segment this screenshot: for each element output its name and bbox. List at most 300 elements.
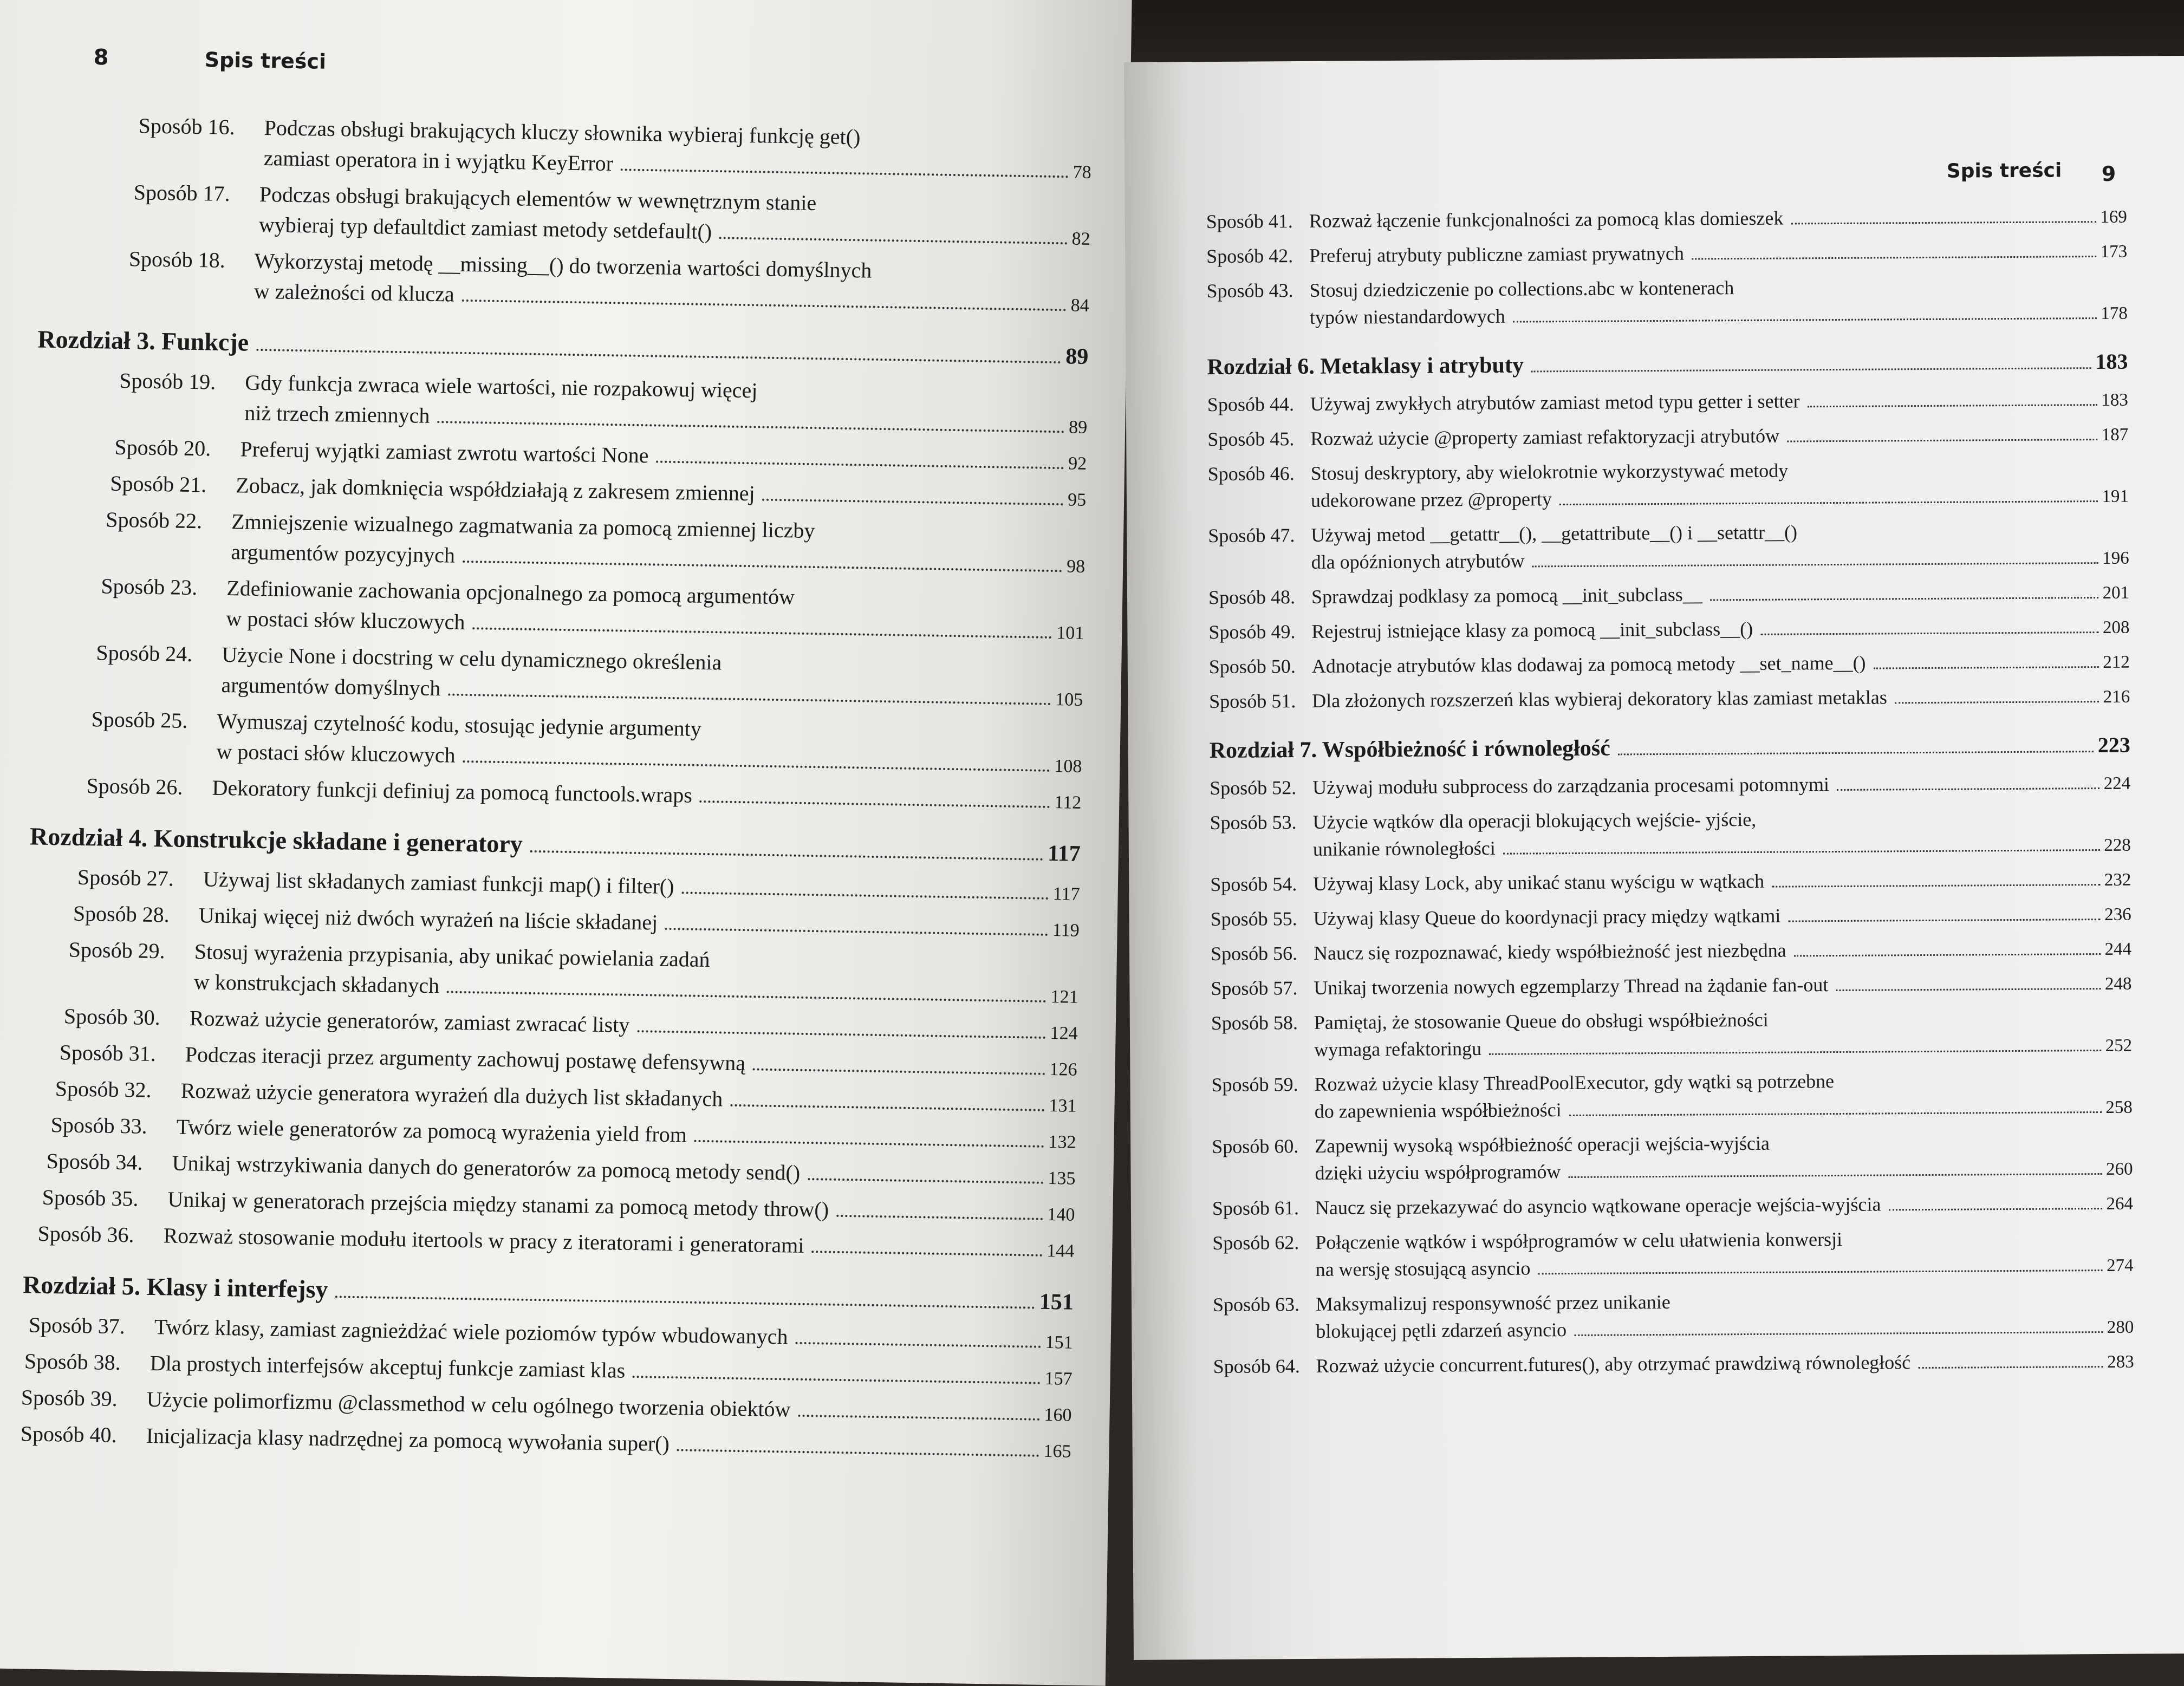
entry-text (244, 368, 1088, 443)
entry-page-number: 95 (1067, 490, 1087, 510)
entry-title-line: Unikaj w generatorach przejścia między stanami za pomocą metody throw() (167, 1187, 829, 1222)
entry-label: Sposób 35. (42, 1184, 139, 1211)
entry-label: Sposób 31. (59, 1040, 157, 1066)
entry-label: Sposób 56. (1210, 942, 1298, 965)
entry-title-line: Używaj klasy Lock, aby unikać stanu wyścigu w wątkach (1313, 870, 1765, 895)
entry-text (1309, 237, 2127, 270)
entry-last-line (1315, 1189, 2133, 1222)
entry-label: Sposób 43. (1206, 279, 1294, 302)
dot-leader (1503, 849, 2100, 855)
toc-entry (1211, 935, 2131, 968)
entry-last-line (1316, 1313, 2134, 1346)
entry-label: Sposób 57. (1211, 977, 1298, 1000)
entry-title-line: Używaj zwykłych atrybutów zamiast metod typu getter i setter (1310, 390, 1800, 415)
entry-text (1315, 1128, 2133, 1188)
entry-label: Sposób 52. (1210, 777, 1297, 799)
entry-title-line: argumentów pozycyjnych (231, 539, 456, 568)
entry-last-line (1309, 203, 2127, 236)
toc-entry (39, 176, 1091, 255)
entry-label: Sposób 17. (133, 180, 230, 206)
entry-page-number: 132 (1048, 1131, 1076, 1153)
entry-title-line: w postaci słów kluczowych (226, 606, 465, 634)
entry-label: Sposób 53. (1210, 811, 1297, 834)
entry-title-line: Podczas obsługi brakujących elementów w wewnętrznym stanie (259, 181, 817, 216)
entry-last-line (1312, 648, 2130, 681)
toc-entry (1211, 1066, 2133, 1127)
dot-leader (753, 1068, 1045, 1075)
entry-text (1315, 1224, 2134, 1284)
dot-leader (1895, 701, 2099, 704)
entry-title-line: Użycie wątków dla operacji blokujących wejście- yjście, (1312, 808, 1757, 833)
entry-text (193, 936, 1079, 1013)
dot-leader (1568, 1173, 2102, 1178)
toc-entry (32, 636, 1084, 715)
entry-title-line: na wersję stosującą asyncio (1315, 1257, 1531, 1280)
entry-title-line: w konstrukcjach składanych (193, 969, 440, 998)
entry-label: Sposób 47. (1208, 524, 1295, 547)
entry-text (1310, 386, 2128, 419)
dot-leader (1794, 953, 2101, 956)
dot-leader (1489, 1050, 2101, 1055)
entry-title-line: Naucz się przekazywać do asyncio wątkowane operacje wejścia-wyjścia (1315, 1193, 1881, 1219)
entry-last-line (1311, 578, 2129, 611)
dot-leader (1787, 439, 2097, 442)
chapter-heading (1207, 346, 2128, 383)
entry-title-line: Podczas obsługi brakujących kluczy słownika wybieraj funkcję get() (264, 115, 861, 149)
entry-page-number: 160 (1044, 1404, 1072, 1425)
entry-text (1316, 1348, 2134, 1381)
entry-page-number: 112 (1054, 792, 1082, 813)
chapter-heading (23, 1268, 1074, 1318)
entry-title-line: udekorowane przez @property (1310, 488, 1552, 511)
entry-label: Sposób 54. (1210, 873, 1297, 896)
entry-text (263, 113, 1092, 188)
entry-page-number: 232 (2104, 870, 2131, 890)
entry-title-line: Maksymalizuj responsywność przez unikanie (1315, 1291, 1670, 1315)
entry-page-number: 274 (2106, 1255, 2134, 1275)
entry-last-line (1315, 1251, 2133, 1284)
entry-page-number: 280 (2107, 1317, 2134, 1337)
entry-last-line (1311, 544, 2129, 577)
dot-leader (437, 421, 1064, 433)
entry-label: Sposób 39. (21, 1385, 118, 1411)
entry-page-number: 212 (2103, 652, 2130, 672)
entry-page-number: 135 (1048, 1168, 1076, 1189)
dot-leader (694, 1140, 1044, 1148)
entry-last-line (1311, 482, 2129, 515)
dot-leader (681, 891, 1049, 900)
entry-title-line: Wymuszaj czytelność kodu, stosując jedynie argumenty (217, 708, 702, 741)
entry-title-line: Podczas iteracji przez argumenty zachowuj postawę defensywną (185, 1041, 746, 1076)
dot-leader (798, 1415, 1039, 1421)
entry-page-number: 78 (1072, 162, 1091, 183)
entry-page-number: 283 (2107, 1352, 2134, 1372)
chapter-title: Rozdział 3. Funkcje (37, 325, 249, 356)
entry-label: Sposób 24. (96, 640, 193, 667)
entry-label: Sposób 28. (73, 901, 170, 927)
toc-entry (36, 364, 1088, 442)
entry-label: Sposób 58. (1211, 1012, 1298, 1034)
entry-text (1311, 578, 2129, 611)
entry-label: Sposób 30. (63, 1004, 161, 1030)
entry-label: Sposób 16. (138, 113, 235, 140)
dot-leader (448, 693, 1051, 705)
dot-leader (1772, 884, 2100, 888)
dot-leader (836, 1215, 1043, 1220)
toc-entry (1206, 237, 2127, 271)
entry-page-number: 169 (2100, 207, 2127, 227)
entry-label: Sposób 26. (86, 773, 183, 799)
entry-title-line: Zdefiniowanie zachowania opcjonalnego za pomocą argumentów (226, 576, 795, 609)
entry-title-line: Dla prostych interfejsów akceptuj funkcje zamiast klas (150, 1350, 626, 1383)
entry-title-line: Używaj klasy Queue do koordynacji pracy między wątkami (1313, 904, 1781, 929)
entry-label: Sposób 48. (1208, 586, 1296, 609)
dot-leader (530, 850, 1043, 861)
toc-entry (1211, 969, 2131, 1003)
entry-text (1311, 517, 2129, 577)
chapter-page-number: 89 (1065, 344, 1089, 369)
entry-label: Sposób 25. (91, 707, 188, 733)
entry-label: Sposób 50. (1208, 655, 1296, 678)
entry-page-number: 264 (2106, 1194, 2134, 1214)
entry-title-line: Stosuj wyrażenia przypisania, aby unikać powielania zadań (194, 939, 710, 972)
entry-title-line: Używaj modułu subprocess do zarządzania procesami potomnymi (1312, 773, 1830, 798)
entry-page-number: 208 (2102, 617, 2130, 637)
entry-title-line: Używaj metod __getattr__(), __getattribute__() i __setattr__() (1311, 521, 1798, 546)
entry-title-line: w zależności od klucza (253, 278, 455, 307)
dot-leader (1618, 751, 2094, 755)
dot-leader (1760, 632, 2098, 635)
entry-title-line: Rozważ łączenie funkcjonalności za pomocą klas domieszek (1309, 207, 1784, 232)
entry-title-line: Rozważ użycie generatora wyrażeń dla dużych list składanych (180, 1078, 723, 1111)
entry-title-line: Stosuj dziedziczenie po collections.abc w kontenerach (1309, 277, 1734, 301)
entry-page-number: 183 (2101, 390, 2128, 410)
toc-entry (1207, 420, 2128, 454)
dot-leader (1808, 404, 2097, 407)
entry-text (1314, 935, 2131, 968)
entry-page-number: 178 (2101, 303, 2128, 323)
entry-text (1314, 1004, 2133, 1064)
entry-last-line (1315, 1093, 2133, 1126)
entry-text (1311, 613, 2129, 646)
dot-leader (463, 561, 1062, 572)
entry-title-line: Preferuj atrybuty publiczne zamiast prywatnych (1309, 242, 1685, 266)
entry-text (1310, 455, 2129, 515)
dot-leader (808, 1178, 1043, 1184)
dot-leader (1513, 317, 2097, 323)
entry-last-line (1316, 1348, 2134, 1381)
entry-label: Sposób 34. (46, 1148, 143, 1175)
dot-leader (1569, 1111, 2102, 1116)
dot-leader (1791, 221, 2096, 224)
entry-title-line: Stosuj deskryptory, aby wielokrotnie wykorzystywać metody (1310, 459, 1789, 484)
chapter-title: Rozdział 7. Współbieżność i równoległość (1209, 735, 1610, 764)
entry-text (1314, 900, 2131, 933)
entry-title-line: zamiast operatora in i wyjątku KeyError (263, 146, 614, 176)
entry-page-number: 216 (2103, 687, 2130, 707)
toc-entry (1211, 1004, 2133, 1065)
entry-page-number: 187 (2101, 425, 2129, 445)
entry-text (1312, 769, 2130, 802)
entry-last-line (1314, 1031, 2132, 1064)
entry-page-number: 260 (2105, 1159, 2133, 1179)
entry-title-line: Adnotacje atrybutów klas dodawaj za pomocą metody __set_name__() (1311, 652, 1866, 677)
toc-entry (1210, 769, 2130, 803)
chapter-heading (1210, 729, 2130, 767)
entry-title-line: Rozważ użycie concurrent.futures(), aby otrzymać prawdziwą równoległość (1316, 1351, 1911, 1377)
entry-text (1315, 1189, 2133, 1222)
dot-leader (1574, 1331, 2103, 1336)
dot-leader (621, 168, 1069, 178)
entry-text (1312, 682, 2130, 715)
entry-title-line: Twórz wiele generatorów za pomocą wyrażenia yield from (176, 1114, 687, 1147)
entry-text (1310, 420, 2128, 453)
toc-entry (1213, 1286, 2134, 1346)
toc-entry (1206, 203, 2127, 236)
entry-title-line: Rejestruj istniejące klasy za pomocą __init_subclass__() (1311, 617, 1753, 642)
dot-leader (762, 499, 1063, 506)
chapter-title: Rozdział 4. Konstrukcje składane i generatory (29, 822, 523, 858)
entry-label: Sposób 18. (128, 246, 226, 272)
entry-label: Sposób 27. (77, 864, 174, 891)
chapter-page-number: 223 (2097, 732, 2130, 758)
dot-leader (335, 1296, 1035, 1309)
dot-leader (700, 800, 1050, 808)
entry-page-number: 124 (1050, 1023, 1078, 1044)
toc-entry (1209, 648, 2130, 681)
entry-label: Sposób 40. (20, 1421, 117, 1448)
entry-title-line: Dla złożonych rozszerzeń klas wybieraj dekoratory klas zamiast metaklas (1312, 686, 1887, 712)
entry-label: Sposób 46. (1207, 463, 1295, 485)
toc-entry (1213, 1348, 2134, 1381)
entry-text (1312, 804, 2131, 864)
left-toc-list (20, 109, 1092, 1467)
toc-entry (1210, 804, 2131, 864)
toc-entry (33, 570, 1085, 648)
chapter-page-number: 117 (1047, 841, 1081, 867)
entry-label: Sposób 19. (119, 368, 216, 394)
entry-page-number: 84 (1070, 295, 1090, 316)
dot-leader (677, 1449, 1039, 1457)
toc-entry (27, 934, 1079, 1012)
dot-leader (665, 928, 1048, 936)
entry-page-number: 151 (1045, 1332, 1073, 1353)
entry-page-number: 82 (1071, 229, 1090, 249)
entry-title-line: Zapewnij wysoką współbieżność operacji wejścia-wyjścia (1315, 1132, 1770, 1157)
right-page-number: 9 (2101, 161, 2116, 186)
entry-last-line (1310, 386, 2128, 419)
chapter-title: Rozdział 6. Metaklasy i atrybuty (1207, 353, 1524, 380)
entry-label: Sposób 29. (68, 937, 165, 964)
toc-entry (1212, 1189, 2133, 1223)
toc-entry (1211, 900, 2131, 934)
entry-title-line: Połączenie wątków i współprogramów w celu ułatwienia konwersji (1315, 1228, 1843, 1253)
entry-title-line: dla opóźnionych atrybutów (1311, 550, 1525, 573)
entry-label: Sposób 38. (24, 1349, 121, 1375)
entry-page-number: 131 (1049, 1095, 1077, 1116)
dot-leader (1692, 256, 2096, 260)
entry-page-number: 173 (2100, 242, 2128, 262)
entry-page-number: 196 (2102, 548, 2129, 568)
toc-entry (1208, 613, 2129, 647)
entry-title-line: wymaga refaktoringu (1314, 1038, 1482, 1060)
entry-title-line: Unikaj tworzenia nowych egzemplarzy Thread na żądanie fan-out (1314, 974, 1829, 999)
entry-page-number: 121 (1050, 987, 1078, 1007)
entry-page-number: 108 (1054, 756, 1082, 777)
entry-title-line: unikanie równoległości (1312, 837, 1496, 860)
entry-title-line: Rozważ użycie @property zamiast refaktoryzacji atrybutów (1310, 425, 1780, 450)
entry-title-line: argumentów domyślnych (221, 672, 441, 701)
entry-title-line: Preferuj wyjątki zamiast zwrotu wartości None (240, 437, 649, 468)
entry-page-number: 224 (2103, 773, 2131, 793)
entry-label: Sposób 61. (1212, 1197, 1299, 1220)
chapter-title: Rozdział 5. Klasy i interfejsy (22, 1271, 328, 1304)
entry-page-number: 248 (2104, 974, 2132, 994)
entry-label: Sposób 32. (55, 1076, 152, 1102)
toc-entry (1207, 455, 2129, 516)
entry-title-line: Rozważ użycie klasy ThreadPoolExecutor, gdy wątki są potrzebne (1314, 1070, 1835, 1095)
dot-leader (719, 237, 1068, 244)
entry-last-line (1310, 420, 2128, 453)
entry-title-line: Rozważ użycie generatorów, zamiast zwracać listy (189, 1006, 630, 1037)
entry-page-number: 144 (1046, 1240, 1075, 1261)
entry-title-line: Zobacz, jak domknięcia współdziałają z zakresem zmiennej (236, 473, 756, 506)
dot-leader (1559, 500, 2098, 505)
entry-title-line: Gdy funkcja zwraca wiele wartości, nie rozpakowuj więcej (244, 370, 758, 403)
entry-text (221, 640, 1084, 715)
entry-page-number: 117 (1052, 884, 1080, 904)
entry-page-number: 236 (2104, 904, 2131, 925)
entry-label: Sposób 51. (1209, 690, 1296, 713)
entry-text (258, 179, 1091, 255)
toc-entry (1212, 1128, 2133, 1188)
right-page-header (1206, 138, 2127, 208)
entry-last-line (1315, 1155, 2133, 1188)
entry-title-line: niż trzech zmiennych (244, 400, 430, 428)
entry-page-number: 258 (2105, 1097, 2133, 1117)
entry-title-line: Zmniejszenie wizualnego zagmatwania za pomocą zmiennej liczby (231, 509, 815, 543)
entry-label: Sposób 37. (28, 1312, 126, 1339)
entry-text (1316, 1286, 2134, 1346)
right-toc-list (1206, 203, 2134, 1381)
toc-entry (1210, 865, 2131, 899)
entry-last-line (1310, 299, 2128, 332)
dot-leader (1874, 666, 2099, 669)
entry-text (1309, 272, 2128, 332)
entry-title-line: Wykorzystaj metodę __missing__() do tworzenia wartości domyślnych (254, 248, 872, 283)
dot-leader (463, 760, 1050, 772)
entry-title-line: Użycie None i docstring w celu dynamicznego określenia (222, 642, 722, 675)
entry-last-line (1313, 865, 2131, 899)
entry-last-line (1312, 769, 2130, 802)
dot-leader (1837, 787, 2100, 791)
chapter-heading (37, 323, 1089, 373)
toc-entry (1212, 1224, 2134, 1285)
entry-title-line: w postaci słów kluczowych (216, 739, 456, 767)
dot-leader (730, 1104, 1044, 1111)
entry-title-line: do zapewnienia współbieżności (1314, 1099, 1562, 1122)
dot-leader (637, 1030, 1045, 1039)
entry-text (1309, 203, 2127, 236)
dot-leader (462, 300, 1067, 311)
entry-page-number: 191 (2102, 486, 2129, 506)
entry-page-number: 101 (1056, 623, 1084, 643)
entry-label: Sposób 41. (1206, 210, 1293, 233)
entry-label: Sposób 49. (1208, 621, 1296, 643)
chapter-page-number: 151 (1039, 1289, 1074, 1315)
dot-leader (1788, 919, 2100, 922)
entry-title-line: Rozważ stosowanie modułu itertools w pracy z iteratorami i generatorami (163, 1223, 804, 1258)
dot-leader (1710, 597, 2098, 601)
dot-leader (256, 349, 1061, 363)
dot-leader (447, 991, 1046, 1003)
entry-label: Sposób 62. (1212, 1232, 1299, 1254)
entry-page-number: 140 (1047, 1204, 1075, 1225)
entry-page-number: 228 (2104, 835, 2131, 855)
entry-label: Sposób 59. (1211, 1073, 1298, 1096)
dot-leader (1888, 1208, 2102, 1210)
dot-leader (795, 1342, 1041, 1348)
entry-last-line (1312, 682, 2130, 715)
entry-label: Sposób 21. (110, 471, 207, 497)
entry-page-number: 119 (1052, 920, 1080, 941)
entry-title-line: Pamiętaj, że stosowanie Queue do obsługi współbieżności (1314, 1008, 1769, 1033)
dot-leader (1532, 562, 2098, 567)
entry-label: Sposób 23. (101, 574, 198, 600)
entry-page-number: 252 (2105, 1036, 2133, 1056)
entry-title-line: Unikaj wstrzykiwania danych do generatorów za pomocą metody send() (172, 1150, 801, 1185)
toc-entry (31, 703, 1083, 782)
entry-last-line (1311, 613, 2129, 646)
entry-text (1314, 969, 2131, 1003)
entry-text (231, 506, 1086, 582)
toc-entry (38, 243, 1090, 321)
entry-last-line (1314, 900, 2131, 933)
dot-leader (1836, 988, 2101, 991)
toc-entry (34, 503, 1086, 582)
entry-label: Sposób 55. (1210, 908, 1297, 930)
dot-leader (633, 1376, 1040, 1384)
entry-last-line (1314, 969, 2131, 1003)
right-page-running-head: Spis treści (1946, 159, 2062, 183)
entry-title-line: Inicjalizacja klasy nadrzędnej za pomocą wywołania super() (146, 1423, 670, 1456)
entry-label: Sposób 63. (1212, 1293, 1300, 1316)
entry-page-number: 98 (1066, 556, 1086, 577)
entry-title-line: blokującej pętli zdarzeń asyncio (1316, 1319, 1567, 1342)
entry-title-line: typów niestandardowych (1309, 305, 1505, 328)
entry-label: Sposób 33. (50, 1112, 147, 1138)
left-page-running-head: Spis treści (204, 48, 327, 74)
entry-title-line: Twórz klasy, zamiast zagnieżdżać wiele poziomów typów wbudowanych (154, 1314, 788, 1349)
toc-entry (1208, 578, 2129, 612)
toc-entry (1206, 272, 2128, 333)
entry-text (1314, 1066, 2133, 1126)
dot-leader (1918, 1366, 2103, 1369)
entry-page-number: 165 (1043, 1441, 1071, 1462)
entry-page-number: 92 (1068, 453, 1087, 474)
entry-title-line: Unikaj więcej niż dwóch wyrażeń na liście składanej (198, 903, 658, 935)
entry-page-number: 105 (1055, 689, 1083, 710)
entry-page-number: 89 (1068, 417, 1088, 438)
right-page (1124, 56, 2184, 1660)
entry-page-number: 244 (2104, 939, 2132, 959)
entry-title-line: Używaj list składanych zamiast funkcji map() i filter() (203, 867, 674, 899)
entry-label: Sposób 20. (114, 434, 211, 461)
toc-entry (1207, 386, 2128, 419)
entry-title-line: Użycie polimorfizmu @classmethod w celu ogólnego tworzenia obiektów (146, 1386, 791, 1422)
entry-page-number: 126 (1049, 1059, 1077, 1080)
dot-leader (1531, 367, 2091, 372)
